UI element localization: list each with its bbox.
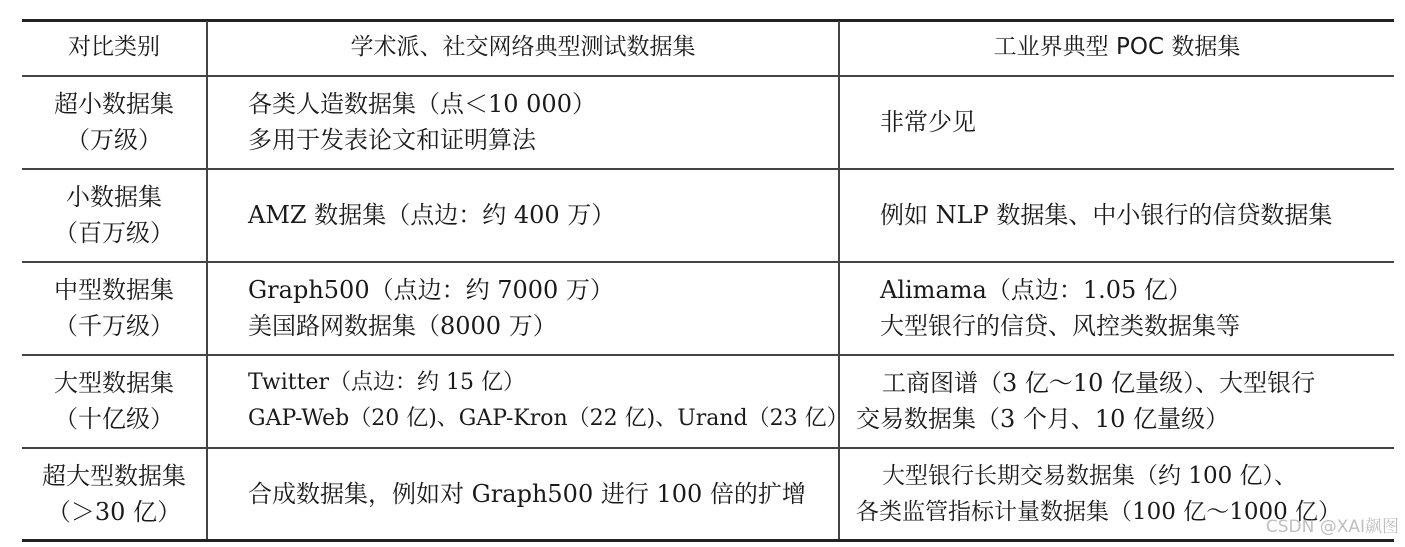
- row-divider-2: [22, 261, 1394, 263]
- category-name: 中型数据集: [54, 276, 174, 304]
- row-category: [22, 179, 206, 251]
- academic-line: 多用于发表论文和证明算法: [248, 126, 536, 154]
- industry-line: 大型银行的信贷、风控类数据集等: [880, 312, 1240, 340]
- watermark: CSDN @XAI飙图: [1265, 517, 1399, 537]
- header-category: 对比类别: [68, 34, 160, 60]
- row-divider-1: [22, 168, 1394, 170]
- header-academic: 学术派、社交网络典型测试数据集: [350, 34, 696, 60]
- row-academic: [248, 476, 806, 512]
- row-academic: [248, 272, 614, 344]
- academic-line: Graph500（点边：约 7000 万）: [248, 276, 614, 304]
- academic-line: Twitter（点边：约 15 亿）: [248, 370, 525, 395]
- category-scale: （万级）: [66, 126, 162, 154]
- col-divider-1: [206, 21, 208, 539]
- category-scale: （百万级）: [54, 219, 174, 247]
- academic-line: 各类人造数据集（点＜10 000）: [248, 90, 596, 118]
- row-category: [22, 86, 206, 158]
- col-divider-2: [838, 21, 840, 539]
- academic-line: 合成数据集，例如对 Graph500 进行 100 倍的扩增: [248, 480, 806, 508]
- row-academic: [248, 365, 849, 437]
- row-divider-4: [22, 447, 1394, 449]
- category-scale: （千万级）: [54, 312, 174, 340]
- row-divider-3: [22, 354, 1394, 356]
- row-category: [22, 365, 206, 437]
- category-name: 超大型数据集: [42, 462, 186, 490]
- industry-line: 各类监管指标计量数据集（100 亿～1000 亿）: [856, 499, 1342, 525]
- row-industry: [856, 365, 1315, 437]
- row-industry: [880, 104, 976, 140]
- academic-line: AMZ 数据集（点边：约 400 万）: [248, 201, 616, 229]
- category-scale: （＞30 亿）: [46, 498, 182, 526]
- row-category: [22, 272, 206, 344]
- industry-line: 非常少见: [880, 108, 976, 136]
- row-divider-header: [22, 75, 1394, 77]
- header-industry: 工业界典型 POC 数据集: [993, 34, 1241, 60]
- industry-line: 例如 NLP 数据集、中小银行的信贷数据集: [880, 201, 1333, 229]
- row-industry: [880, 197, 1332, 233]
- row-academic: [248, 197, 615, 233]
- industry-line: 工商图谱（3 亿～10 亿量级）、大型银行: [882, 369, 1316, 397]
- academic-line: 美国路网数据集（8000 万）: [248, 312, 557, 340]
- row-category: [22, 458, 206, 530]
- table-top-rule: [22, 19, 1394, 22]
- industry-line: 交易数据集（3 个月、10 亿量级）: [856, 405, 1230, 433]
- category-name: 大型数据集: [54, 369, 174, 397]
- category-scale: （十亿级）: [54, 405, 174, 433]
- industry-line: 大型银行长期交易数据集（约 100 亿）、: [882, 463, 1298, 489]
- category-name: 超小数据集: [54, 90, 174, 118]
- academic-line: GAP-Web（20 亿)、GAP-Kron（22 亿)、Urand（23 亿）: [248, 406, 849, 431]
- table-bottom-rule: [22, 539, 1394, 542]
- industry-line: Alimama（点边：1.05 亿）: [880, 276, 1192, 304]
- row-academic: [248, 86, 596, 158]
- category-name: 小数据集: [66, 183, 162, 211]
- row-industry: [880, 272, 1240, 344]
